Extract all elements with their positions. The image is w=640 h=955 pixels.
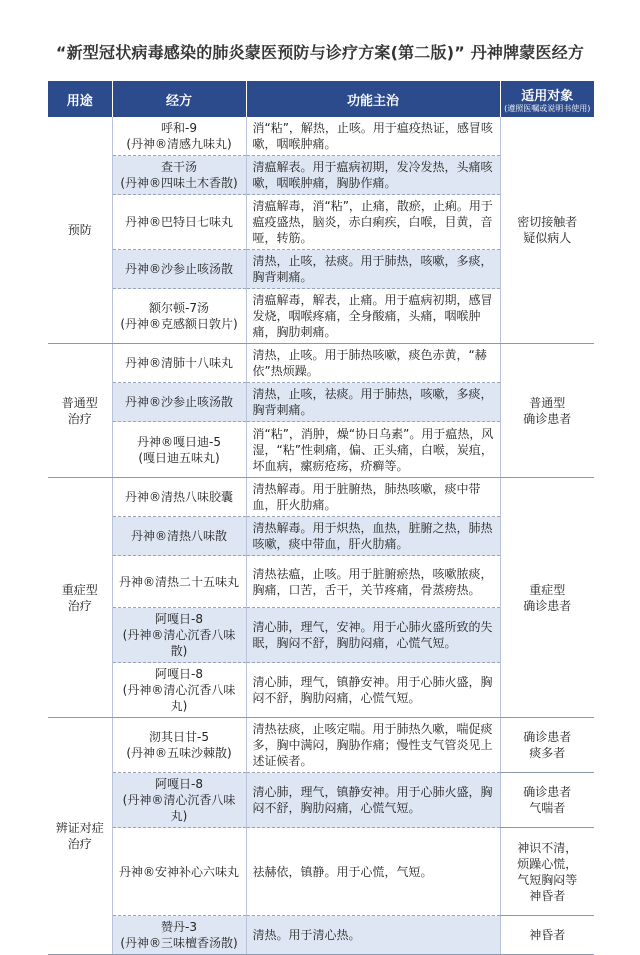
- effect-cell: 消“粘”，消肿，燥“协日乌素”。用于瘟热，风湿，“粘”性刺痛，偏、正头痛，白喉，炭疽，坏血病，瘰疬疮疡，疥癣等。: [246, 422, 500, 478]
- header-formula: 经方: [112, 81, 246, 117]
- formula-cell: 丹神®清肺十八味丸: [112, 344, 246, 383]
- effect-cell: 清瘟解表。用于瘟病初期，发冷发热，头痛咳嗽，咽喉肿痛，胸胁作痛。: [246, 156, 500, 195]
- category-cell: 预防: [48, 117, 112, 344]
- effect-cell: 清热解毒。用于炽热，血热，脏腑之热，肺热咳嗽，痰中带血，肝火肋痛。: [246, 517, 500, 556]
- table-row: [48, 718, 594, 773]
- formula-cell: 丹神®清热八味散: [112, 517, 246, 556]
- effect-cell: 清热，止咳，祛痰。用于肺热，咳嗽，多痰，胸背刺痛。: [246, 383, 500, 422]
- table-row: [48, 117, 594, 156]
- table-row: [48, 916, 594, 955]
- effect-cell: 清热，止咳。用于肺热咳嗽，痰色赤黄，“赫依”热烦躁。: [246, 344, 500, 383]
- header-target: [500, 81, 594, 117]
- formula-cell: 额尔顿-7汤 (丹神®克感额日敦片): [112, 289, 246, 344]
- formula-cell: 丹神®嘎日迪-5 (嘎日迪五味丸): [112, 422, 246, 478]
- target-cell: 神昏者: [500, 916, 594, 955]
- formula-cell: 丹神®巴特日七味丸: [112, 195, 246, 250]
- effect-cell: 清瘟解毒，消“粘”，止痛，散瘀，止痢。用于瘟疫盛热，脑炎，赤白痢疾，白喉，目黄，音哑，转筋。: [246, 195, 500, 250]
- formula-cell: 丹神®安神补心六味丸: [112, 828, 246, 916]
- category-cell: 普通型 治疗: [48, 344, 112, 478]
- header-effect: 功能主治: [246, 81, 500, 117]
- target-cell: 神识不清， 烦躁心慌， 气短胸闷等 神昏者: [500, 828, 594, 916]
- effect-cell: 清热祛痰，止咳定喘。用于肺热久嗽，喘促痰多，胸中满闷，胸胁作痛；慢性支气管炎见上述证候者。: [246, 718, 500, 773]
- formula-cell: 阿嘎日-8 (丹神®清心沉香八味丸): [112, 663, 246, 718]
- effect-cell: 清热解毒。用于脏腑热，肺热咳嗽，痰中带血，肝火肋痛。: [246, 478, 500, 517]
- formula-cell: 丹神®沙参止咳汤散: [112, 383, 246, 422]
- formula-cell: 赞丹-3 (丹神®三味檀香汤散): [112, 916, 246, 955]
- effect-cell: 清热，止咳，祛痰。用于肺热，咳嗽，多痰，胸背刺痛。: [246, 250, 500, 289]
- table-row: [48, 828, 594, 916]
- header-target-note: (遵照医嘱或说明书使用): [504, 103, 591, 113]
- header-target-label: 适用对象: [521, 88, 574, 104]
- page-title: “新型冠状病毒感染的肺炎蒙医预防与诊疗方案(第二版)” 丹神牌蒙医经方: [55, 43, 585, 62]
- formula-cell: 阿嘎日-8 (丹神®清心沉香八味丸): [112, 773, 246, 828]
- formula-cell: 丹神®清热八味胶囊: [112, 478, 246, 517]
- formula-cell: 丹神®清热二十五味丸: [112, 556, 246, 608]
- table-header-row: [48, 81, 594, 117]
- effect-cell: 清瘟解毒，解表，止痛。用于瘟病初期，感冒发烧，咽喉疼痛，全身酸痛，头痛，咽喉肿痛，胸肋刺痛。: [246, 289, 500, 344]
- table-row: [48, 773, 594, 828]
- target-cell: 确诊患者 痰多者: [500, 718, 594, 773]
- formula-cell: 呼和-9 (丹神®清感九味丸): [112, 117, 246, 156]
- effect-cell: 清热祛瘟，止咳。用于脏腑瘀热，咳嗽脓痰，胸痛，口苦，舌干，关节疼痛，骨蒸痨热。: [246, 556, 500, 608]
- effect-cell: 清心肺，理气，镇静安神。用于心肺火盛，胸闷不舒，胸肋闷痛，心慌气短。: [246, 773, 500, 828]
- effect-cell: 消“粘”，解热，止咳。用于瘟疫热证，感冒咳嗽，咽喉肿痛。: [246, 117, 500, 156]
- target-cell: 重症型 确诊患者: [500, 478, 594, 718]
- target-cell: 密切接触者 疑似病人: [500, 117, 594, 344]
- formula-cell: 阿嘎日-8 (丹神®清心沉香八味散): [112, 608, 246, 663]
- table-row: [48, 344, 594, 383]
- target-cell: 普通型 确诊患者: [500, 344, 594, 478]
- effect-cell: 清心肺，理气，镇静安神。用于心肺火盛，胸闷不舒，胸肋闷痛，心慌气短。: [246, 663, 500, 718]
- effect-cell: 清热。用于清心热。: [246, 916, 500, 955]
- effect-cell: 清心肺，理气，安神。用于心肺火盛所致的失眠，胸闷不舒，胸肋闷痛，心慌气短。: [246, 608, 500, 663]
- formula-cell: 沏其日甘-5 (丹神®五味沙棘散): [112, 718, 246, 773]
- formula-cell: 丹神®沙参止咳汤散: [112, 250, 246, 289]
- formula-cell: 查干汤 (丹神®四味土木香散): [112, 156, 246, 195]
- header-category: 用途: [48, 81, 112, 117]
- table-body: [48, 117, 594, 955]
- effect-cell: 祛赫依，镇静。用于心慌，气短。: [246, 828, 500, 916]
- table-row: [48, 478, 594, 517]
- prescription-table: [48, 81, 594, 955]
- target-cell: 确诊患者 气喘者: [500, 773, 594, 828]
- category-cell: 辨证对症 治疗: [48, 718, 112, 955]
- category-cell: 重症型 治疗: [48, 478, 112, 718]
